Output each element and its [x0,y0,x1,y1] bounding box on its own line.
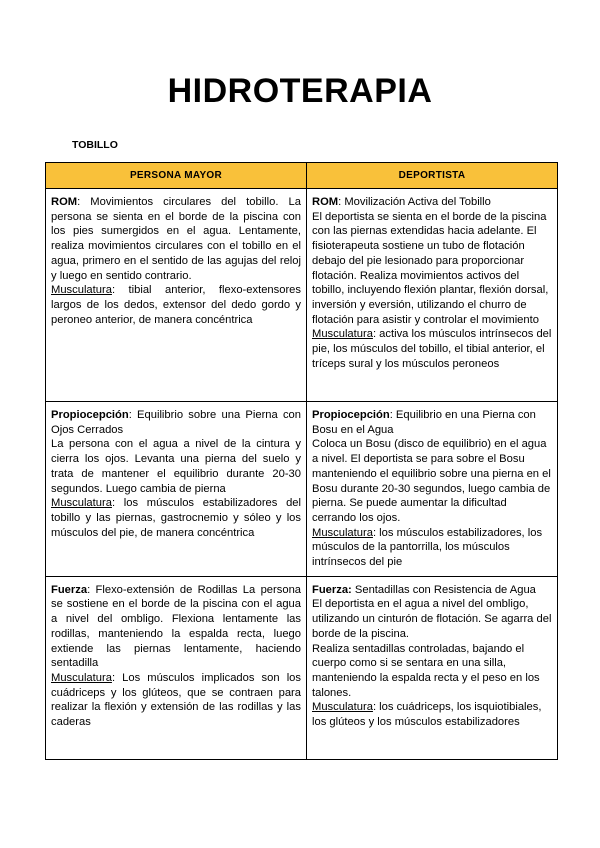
muscle-label: Musculatura [312,328,373,341]
exercise-description: La persona se sienta en el borde de la piscina con los pies sumergidos en el agua. Lentamente, realiza movimientos circulares con el tobillo en el agua, primero en el sentido de las agujas del reloj y luego en sentido contrario. [51,196,301,282]
muscle-label: Musculatura [312,701,373,714]
exercise-heading: Flexo-extensión de Rodillas [95,583,238,596]
muscle-list: activa los músculos intrínsecos del pie, los músculos del tobillo, el tibial anterior, el tríceps sural y los músculos peroneos [312,328,552,370]
cell-fuerza-deportista: Fuerza: Sentadillas con Resistencia de Agua El deportista en el agua a nivel del ombligo, utilizando un cinturón de flotación. Se agarra del borde de la piscina. Realiza sentadillas controladas, bajando el cuerpo como si se sentara en una silla, manteniendo la espalda recta y el peso en los talones. Musculatura: los cuádriceps, los isquiotibiales, los glúteos y los músculos estabilizadores [307,576,558,759]
table-row-fuerza [46,576,558,759]
exercise-description: La persona se sostiene en el borde de la piscina con el agua a nivel del ombligo. Flexiona lentamente las rodillas, manteniendo la espalda recta, luego extiende las piernas lentamente, haciendo sentadilla [51,583,302,670]
column-header-persona-mayor: PERSONA MAYOR [46,163,307,189]
muscle-list: los músculos estabilizadores del tobillo y las piernas, gastrocnemio y sóleo y los músculos del pie, de manera concéntrica [51,497,302,539]
muscle-list: Los músculos implicados son los cuádriceps y los glúteos, que se contraen para realizar la flexión y extensión de las rodillas y las caderas [51,671,301,729]
exercise-description: El deportista se sienta en el borde de la piscina con las piernas extendidas hacia adelante. El fisioterapeuta sostiene un tubo de flotación debajo del pie lesionado para proporcionar flotación. Realiza movimientos activos del tobillo, incluyendo flexión plantar, flexión dorsal, inversión y eversión, utilizando el churro de flotación para asistir y controlar el movimiento [312,210,549,326]
exercise-label: Propiocepción [51,409,129,421]
exercise-label: Fuerza: [312,583,352,596]
muscle-label: Musculatura [312,526,373,539]
exercise-heading: Equilibrio en una Pierna con Bosu en el Agua [312,409,536,436]
exercise-description-continued: Realiza sentadillas controladas, bajando el cuerpo como si se sentara en una silla, manteniendo la espalda recta y el peso en los talones. [312,642,540,699]
muscle-label: Musculatura [51,671,112,684]
exercise-description: La persona con el agua a nivel de la cintura y cierra los ojos. Levanta una pierna del suelo y trata de mantener el equilibrio durante 20-30 segundos. Luego cambia de pierna [51,438,301,495]
muscle-list: los músculos estabilizadores, los músculos de la pantorrilla, los músculos intrínsecos del pie [312,526,543,569]
exercise-label: ROM [312,196,339,208]
muscle-list: los cuádriceps, los isquiotibiales, los glúteos y los músculos estabilizadores [312,701,542,729]
column-header-deportista: DEPORTISTA [307,163,558,189]
exercise-heading: Sentadillas con Resistencia de Agua [354,583,536,596]
cell-rom-deportista: ROM: Movilización Activa del Tobillo El deportista se sienta en el borde de la piscina con las piernas extendidas hacia adelante. El fisioterapeuta sostiene un tubo de flotación debajo del pie lesionado para proporcionar flotación. Realiza movimientos activos del tobillo, incluyendo flexión plantar, flexión dorsal, inversión y eversión, utilizando el churro de flotación para asistir y controlar el movimiento Musculatura: activa los músculos intrínsecos del pie, los músculos del tobillo, el tibial anterior, el tríceps sural y los músculos peroneos [307,189,558,402]
exercise-label: Fuerza [51,583,88,596]
cell-propiocepcion-persona-mayor: Propiocepción: Equilibrio sobre una Pierna con Ojos Cerrados La persona con el agua a nivel de la cintura y cierra los ojos. Levanta una pierna del suelo y trata de mantener el equilibrio durante 20-30 segundos. Luego cambia de pierna Musculatura: los músculos estabilizadores del tobillo y las piernas, gastrocnemio y sóleo y los músculos del pie, de manera concéntrica [46,402,307,577]
cell-rom-persona-mayor: ROM: Movimientos circulares del tobillo. La persona se sienta en el borde de la piscina con los pies sumergidos en el agua. Lentamente, realiza movimientos circulares con el tobillo en el agua, primero en el sentido de las agujas del reloj y luego en sentido contrario. Musculatura: tibial anterior, flexo-extensores largos de los dedos, extensor del dedo gordo y peroneo anterior, de manera concéntrica [46,189,307,402]
muscle-label: Musculatura [51,497,112,510]
cell-fuerza-persona-mayor: Fuerza: Flexo-extensión de Rodillas La persona se sostiene en el borde de la piscina con el agua a nivel del ombligo. Flexiona lentamente las rodillas, manteniendo la espalda recta, luego extiende las piernas lentamente, haciendo sentadilla Musculatura: Los músculos implicados son los cuádriceps y los glúteos, que se contraen para realizar la flexión y extensión de las rodillas y las caderas [46,576,307,759]
exercise-label: Propiocepción [312,409,390,421]
exercise-label: ROM [51,196,78,208]
exercise-heading: Movimientos circulares del tobillo. [90,196,279,208]
table-row-rom [46,189,558,402]
muscle-label: Musculatura [51,284,112,297]
muscle-list: tibial anterior, flexo-extensores largos de los dedos, extensor del dedo gordo y peroneo anterior, de manera concéntrica [51,284,302,326]
exercise-heading: Equilibrio sobre una Pierna con Ojos Cerrados [51,409,301,436]
page-title: HIDROTERAPIA [167,72,433,110]
section-subtitle: TOBILLO [72,139,118,151]
cell-propiocepcion-deportista: Propiocepción: Equilibrio en una Pierna con Bosu en el Agua Coloca un Bosu (disco de equilibrio) en el agua a nivel. El deportista se para sobre el Bosu manteniendo el equilibrio sobre una pierna en el Bosu durante 20-30 segundos, luego cambia de pierna. Se puede aumentar la dificultad cerrando los ojos. Musculatura: los músculos estabilizadores, los músculos de la pantorrilla, los músculos intrínsecos del pie [307,402,558,577]
table-row-propiocepcion [46,402,558,577]
exercise-description: Coloca un Bosu (disco de equilibrio) en el agua a nivel. El deportista se para sobre el Bosu manteniendo el equilibrio sobre una pierna en el Bosu durante 20-30 segundos, luego cambia de pierna. Se puede aumentar la dificultad cerrando los ojos. [312,438,551,524]
table-header-row [46,163,558,189]
exercise-description: El deportista en el agua a nivel del ombligo, utilizando un cinturón de flotación. Se agarra del borde de la piscina. [312,598,552,640]
exercise-table [45,162,558,760]
exercise-heading: Movilización Activa del Tobillo [344,196,491,208]
